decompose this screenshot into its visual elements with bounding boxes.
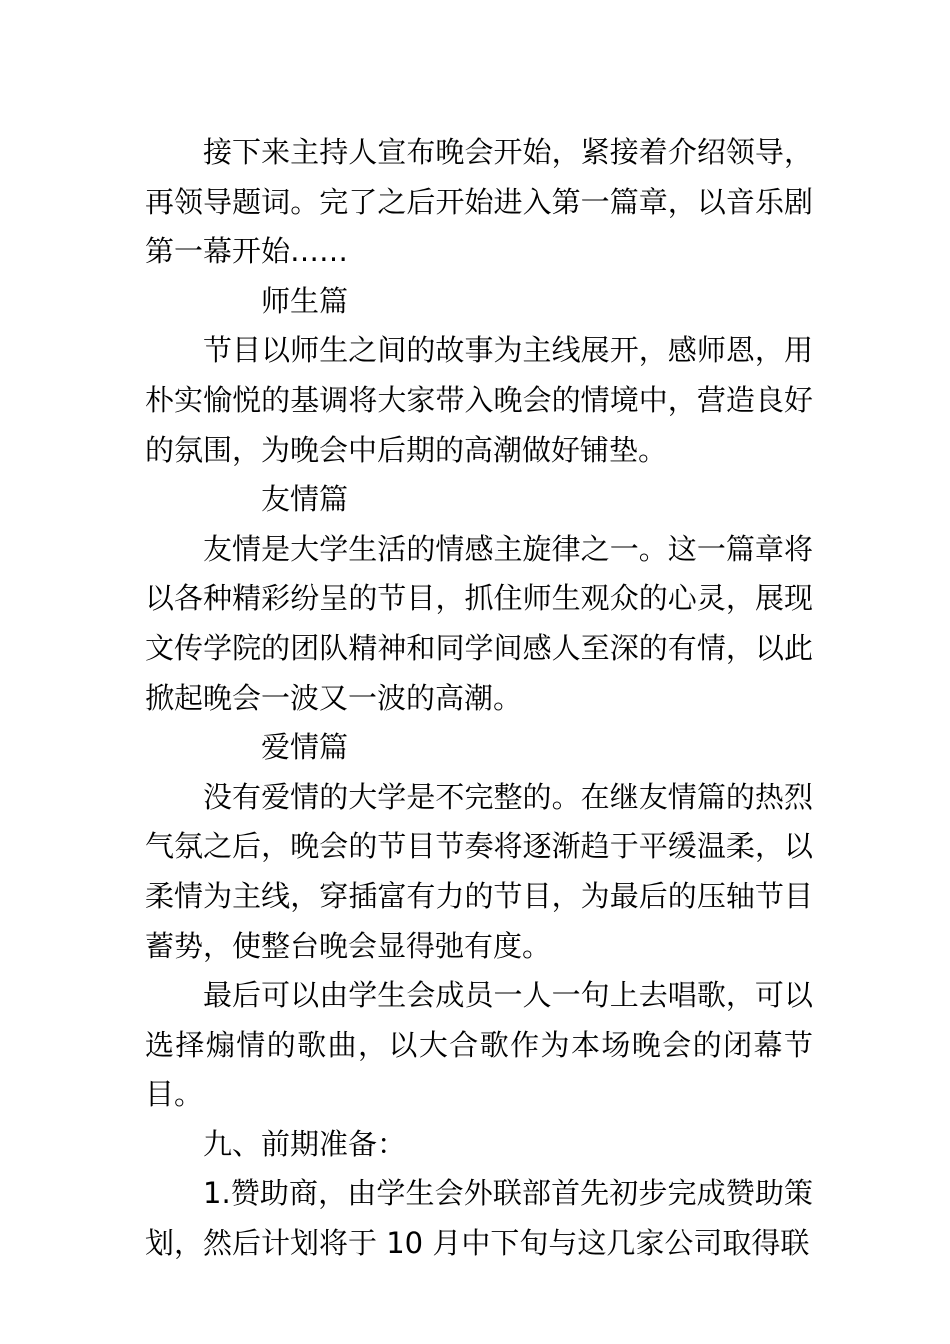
paragraph-teacher-student: 节目以师生之间的故事为主线展开，感师恩，用朴实愉悦的基调将大家带入晚会的情境中，营造良好的氛围，为晚会中后期的高潮做好铺垫。 (145, 333, 813, 467)
paragraph-finale: 最后可以由学生会成员一人一句上去唱歌，可以选择煽情的歌曲，以大合歌作为本场晚会的闭幕节目。 (145, 978, 813, 1112)
document-body (145, 128, 813, 1269)
section-heading-teacher-student: 师生篇 (261, 283, 349, 318)
section-heading-friendship: 友情篇 (261, 482, 349, 517)
paragraph-preparation-heading: 九、前期准备： (203, 1126, 407, 1161)
section-heading-love: 爱情篇 (261, 730, 349, 765)
paragraph-opening: 接下来主持人宣布晚会开始，紧接着介绍领导，再领导题词。完了之后开始进入第一篇章，以音乐剧第一幕开始…… (145, 135, 813, 269)
paragraph-friendship: 友情是大学生活的情感主旋律之一。这一篇章将以各种精彩纷呈的节目，抓住师生观众的心灵，展现文传学院的团队精神和同学间感人至深的有情，以此掀起晚会一波又一波的高潮。 (145, 531, 813, 715)
paragraph-love: 没有爱情的大学是不完整的。在继友情篇的热烈气氛之后，晚会的节目节奏将逐渐趋于平缓温柔，以柔情为主线，穿插富有力的节目，为最后的压轴节目蓄势，使整台晚会显得弛有度。 (145, 779, 813, 963)
paragraph-sponsor: 1.赞助商，由学生会外联部首先初步完成赞助策划，然后计划将于 10 月中下旬与这几家公司取得联 (145, 1176, 813, 1261)
